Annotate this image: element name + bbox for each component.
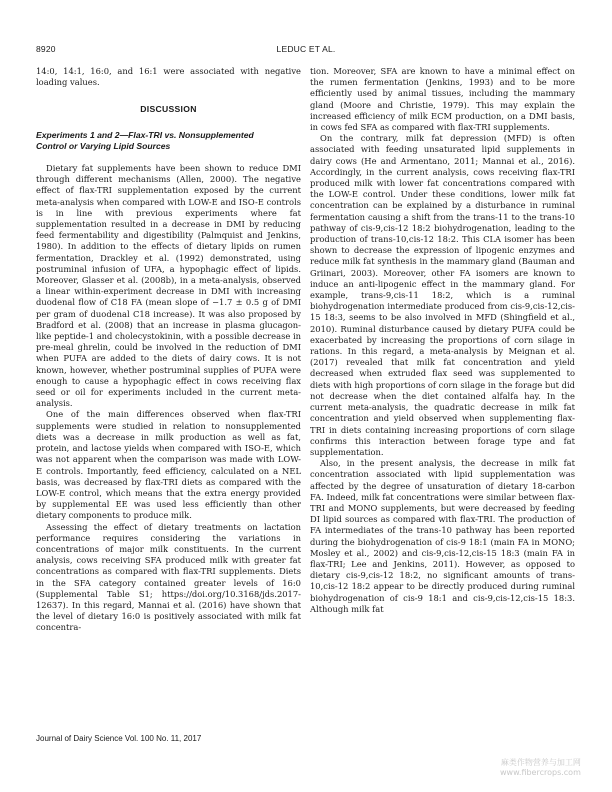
paragraph-continued: tion. Moreover, SFA are known to have a minimal effect on the rumen fermentation (Jenkins, 1993) and to be more efficiently used by animal tissues, including the mammary gland (Moore and Christie, 1979). This may explain the increased efficiency of milk ECM production, on a DMI basis, in cows fed SFA as compared with flax-TRI supplements.	[310, 66, 575, 133]
paragraph: One of the main differences observed when flax-TRI supplements were studied in relation to nonsupplemented diets was a decrease in milk production as well as fat, protein, and lactose yields when compared with ISO-E, which was not apparent when the comparison was made with LOW-E controls. Importantly, feed efficiency, calculated on a NEL basis, was decreased by flax-TRI diets as compared with the LOW-E control, which means that the extra energy provided by supplemental EE was used less efficiently than other dietary components to produce milk.	[36, 409, 301, 521]
intro-paragraph: 14:0, 14:1, 16:0, and 16:1 were associated with negative loading values.	[36, 66, 301, 88]
paragraph: On the contrary, milk fat depression (MFD) is often associated with feeding unsaturated lipid supplements in dairy cows (He and Armentano, 2011; Mannai et al., 2016). Accordingly, in the current analysis, cows receiving flax-TRI produced milk with lower fat concentrations compared with the LOW-E control. Under these conditions, lower milk fat concentration can be explained by a disturbance in ruminal fermentation causing a shift from the trans-11 to the trans-10 pathway of cis-9,cis-12 18:2 biohydrogenation, leading to the production of trans-10,cis-12 18:2. This CLA isomer has been shown to decrease the expression of lipogenic enzymes and reduce milk fat synthesis in the mammary gland (Bauman and Griinari, 2003). Moreover, other FA isomers are known to induce an anti-lipogenic effect in the mammary gland. For example, trans-9,cis-11 18:2, which is a ruminal biohydrogenation intermediate produced from cis-9,cis-12,cis-15 18:3, seems to be also involved in MFD (Shingfield et al., 2010). Ruminal disturbance caused by dietary PUFA could be exacerbated by increasing the proportions of corn silage in rations. In this regard, a meta-analysis by Meignan et al. (2017) revealed that milk fat concentration and yield decreased when extruded flax seed was supplemented to diets with high proportions of corn silage in the forage but did not decrease when the diet contained alfalfa hay. In the current meta-analysis, the quadratic decrease in milk fat concentration and yield observed when supplementing flax-TRI in diets containing increasing proportions of corn silage confirms this interaction between forage type and fat supplementation.	[310, 133, 575, 457]
running-head: LEDUC ET AL.	[276, 44, 336, 54]
subsection-heading-line-2: Control or Varying Lipid Sources	[36, 140, 171, 151]
subsection-heading-line-1: Experiments 1 and 2—Flax-TRI vs. Nonsupplemented	[36, 129, 254, 140]
watermark	[500, 758, 581, 778]
right-column	[310, 66, 575, 615]
left-column	[36, 66, 301, 634]
page-number: 8920	[36, 44, 56, 54]
paragraph: Also, in the present analysis, the decrease in milk fat concentration associated with lipid supplementation was affected by the degree of unsaturation of dietary 18-carbon FA. Indeed, milk fat concentrations were similar between flax-TRI and MONO supplements, but were decreased by feeding DI lipid sources as compared with flax-TRI. The production of FA intermediates of the trans-10 pathway has been reported during the biohydrogenation of cis-9 18:1 (main FA in MONO; Mosley et al., 2002) and cis-9,cis-12,cis-15 18:3 (main FA in flax-TRI; Lee and Jenkins, 2011). However, as opposed to dietary cis-9,cis-12 18:2, no significant amounts of trans-10,cis-12 18:2 appear to be directly produced during ruminal biohydrogenation of cis-9 18:1 and cis-9,cis-12,cis-15 18:3. Although milk fat	[310, 458, 575, 614]
journal-footer: Journal of Dairy Science Vol. 100 No. 11, 2017	[36, 734, 202, 743]
watermark-line-2: www.fibercrops.com	[500, 768, 581, 777]
watermark-line-1: 麻类作物营养与加工网	[500, 758, 581, 767]
paragraph: Dietary fat supplements have been shown to reduce DMI through different mechanisms (Allen, 2000). The negative effect of flax-TRI supplementation exposed by the current meta-analysis when compared with LOW-E and ISO-E controls is in line with previous experiments where fat supplementation resulted in a decrease in DMI by reducing feed fermentability and digestibility (Palmquist and Jenkins, 1980). In addition to the effects of dietary lipids on rumen fermentation, Drackley et al. (1992) demonstrated, using postruminal infusion of UFA, a hypophagic effect of lipids. Moreover, Glasser et al. (2008b), in a meta-analysis, observed a linear within-experiment decrease in DMI with increasing duodenal flow of C18 FA (mean slope of −1.7 ± 0.5 g of DMI per gram of duodenal C18 increase). It was also proposed by Bradford et al. (2008) that an increase in plasma glucagon-like peptide-1 and cholecystokinin, with a possible decrease in pre-meal ghrelin, could be involved in the reduction of DMI when PUFA are added to the diets of dairy cows. It is not known, however, whether postruminal supplies of PUFA were enough to cause a hypophagic effect in cows receiving flax seed or oil for experiments included in the current meta-analysis.	[36, 163, 301, 409]
paragraph: Assessing the effect of dietary treatments on lactation performance requires considering the variations in concentrations of major milk constituents. In the current analysis, cows receiving SFA produced milk with greater fat concentrations as compared with flax-TRI supplements. Diets in the SFA category contained greater levels of 16:0 (Supplemental Table S1; https://doi.org/10.3168/jds.2017-12637). In this regard, Mannai et al. (2016) have shown that the level of dietary 16:0 is positively associated with milk fat concentra-	[36, 521, 301, 633]
section-heading: DISCUSSION	[140, 104, 197, 115]
subsection-heading	[36, 130, 301, 152]
